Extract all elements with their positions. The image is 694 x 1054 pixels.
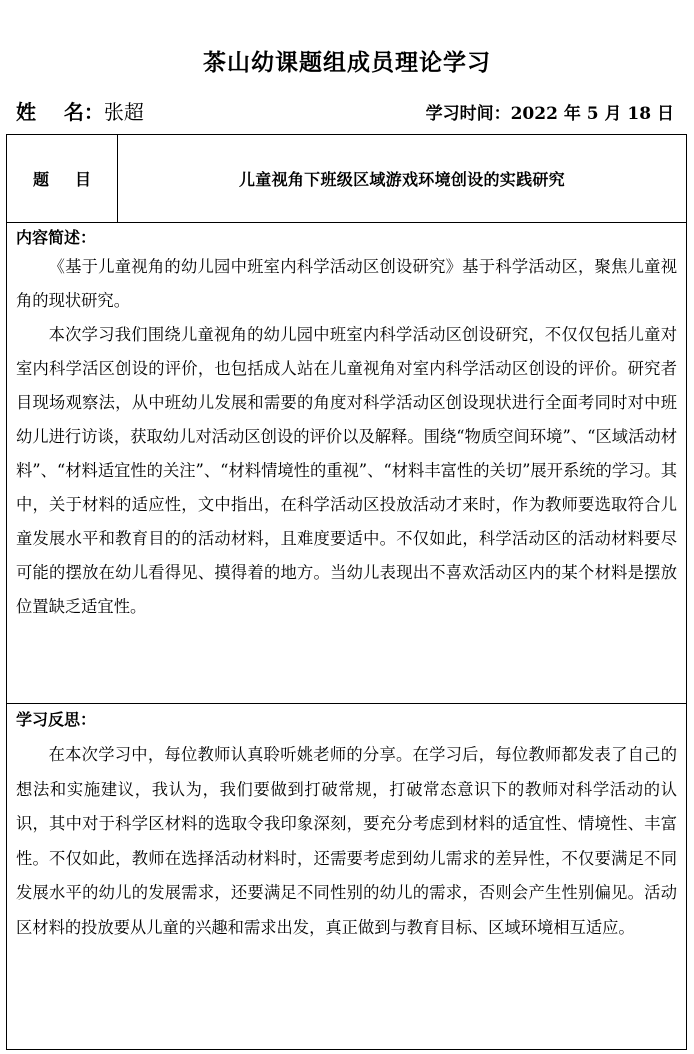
study-table bbox=[6, 134, 687, 1050]
topic-label: 题目 bbox=[7, 135, 118, 222]
document-title: 茶山幼课题组成员理论学习 bbox=[203, 50, 491, 76]
name-label: 姓 名： bbox=[16, 100, 104, 124]
summary-paragraph: 《基于儿童视角的幼儿园中班室内科学活动区创设研究》基于科学活动区，聚焦儿童视角的现状研究。 bbox=[16, 257, 677, 310]
summary-paragraph: 本次学习我们围绕儿童视角的幼儿园中班室内科学活动区创设研究，不仅仅包括儿童对室内科学活区创设的评价，也包括成人站在儿童视角对室内科学活动区创设的评价。研究者目现场观察法，从中班幼儿发展和需要的角度对科学活动区创设现状进行全面考同时对中班幼儿进行访谈，获取幼儿对活动区创设的评价以及解释。围绕“物质空间环境”、“区域活动材料”、“材料适宜性的关注”、“材料情境性的重视”、“材料丰富性的关切”展开系统的学习。其中，关于材料的适应性，文中指出，在科学活动区投放活动才来时，作为教师要选取符合儿童发展水平和教育目的的活动材料，且难度要适中。不仅如此，科学活动区的活动材料要尽可能的摆放在幼儿看得见、摸得着的地方。当幼儿表现出不喜欢活动区内的某个材料是摆放位置缺乏适宜性。 bbox=[16, 325, 677, 616]
name-line bbox=[16, 96, 144, 125]
reflection-section bbox=[7, 705, 686, 1049]
name-value: 张超 bbox=[103, 100, 144, 124]
topic-value: 儿童视角下班级区域游戏环境创设的实践研究 bbox=[238, 170, 565, 189]
study-date: 学习时间：2022 年 5 月 18 日 bbox=[425, 104, 674, 124]
topic-row bbox=[7, 135, 686, 223]
reflection-paragraph: 在本次学习中，每位教师认真聆听姚老师的分享。在学习后，每位教师都发表了自己的想法和实施建议，我认为，我们要做到打破常规，打破常态意识下的教师对科学活动的认识，其中对于科学区材料的选取令我印象深刻，要充分考虑到材料的适宜性、情境性、丰富性。不仅如此，教师在选择活动材料时，还需要考虑到幼儿需求的差异性，不仅要满足不同发展水平的幼儿的发展需求，还要满足不同性别的幼儿的需求，否则会产生性别偏见。活动区材料的投放要从儿童的兴趣和需求出发，真正做到与教育目标、区域环境相互适应。 bbox=[16, 745, 677, 937]
summary-section bbox=[7, 223, 686, 704]
reflection-heading: 学习反思： bbox=[16, 710, 97, 729]
summary-heading: 内容简述： bbox=[16, 228, 97, 247]
